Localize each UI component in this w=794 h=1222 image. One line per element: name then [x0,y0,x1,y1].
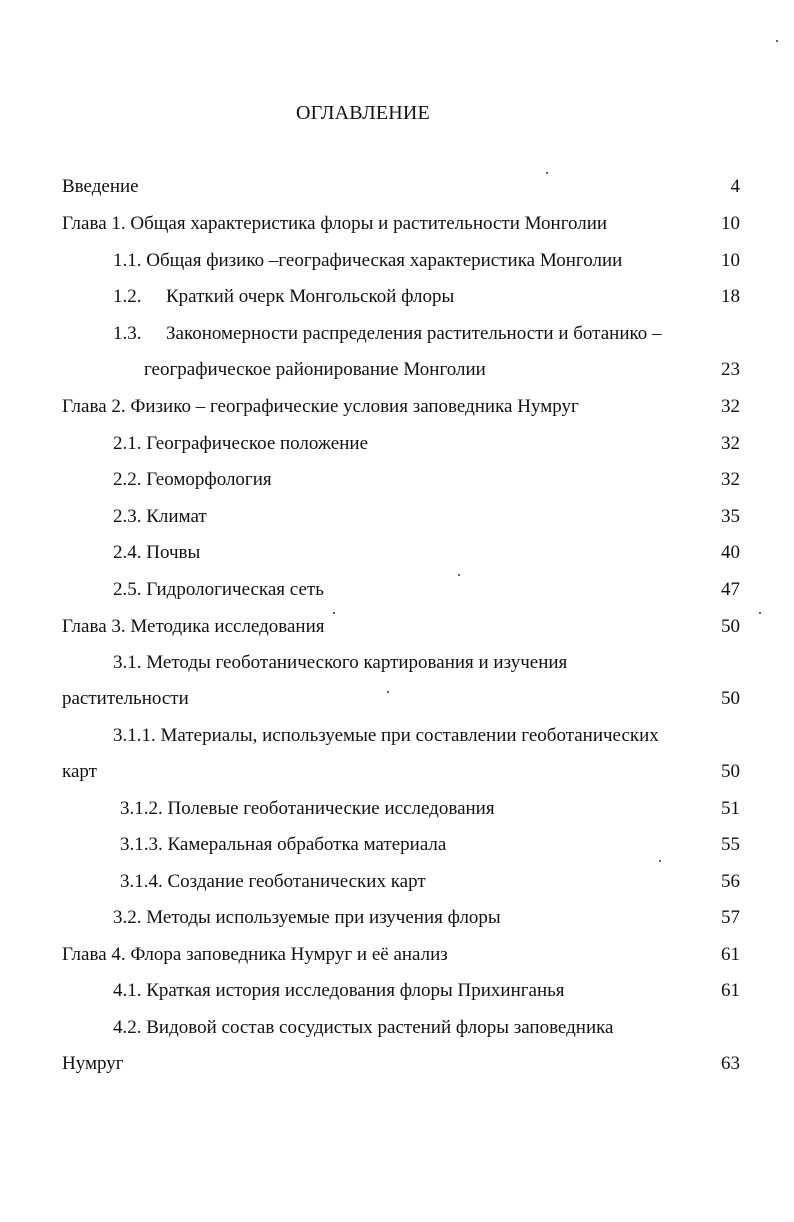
page-title: ОГЛАВЛЕНИЕ [296,102,430,124]
toc-entry-text: географическое районирование Монголии [144,359,486,380]
toc-entry [0,976,794,1006]
toc-entry-text: 1.1. Общая физико –географическая характеристика Монголии [113,250,623,271]
toc-entry [0,1049,794,1079]
toc-entry-page: 63 [721,1053,740,1074]
toc-entry-number: 1.2. [113,286,142,307]
toc-entry [0,246,794,276]
toc-entry-page: 32 [721,396,740,417]
toc-entry-page: 50 [721,761,740,782]
toc-entry [0,465,794,495]
toc-entry [0,794,794,824]
toc-entry-page: 40 [721,542,740,563]
toc-entry-page: 32 [721,433,740,454]
toc-entry-page: 47 [721,579,740,600]
scan-speck [333,612,335,614]
toc-entry-text: Нумруг [62,1053,124,1074]
toc-entry [0,1013,794,1043]
toc-entry-text: Закономерности распределения растительности и ботанико – [166,323,662,344]
toc-entry-text: 3.1.4. Создание геоботанических карт [120,871,426,892]
toc-entry-text: 2.3. Климат [113,506,207,527]
toc-entry [0,903,794,933]
scan-speck [759,612,761,614]
scan-speck [776,40,778,42]
toc-entry-text: Краткий очерк Монгольской флоры [166,286,455,307]
toc-entry-page: 51 [721,798,740,819]
toc-entry-page: 57 [721,907,740,928]
scan-speck [659,860,661,862]
toc-entry [0,502,794,532]
toc-entry-text: Глава 1. Общая характеристика флоры и растительности Монголии [62,213,608,234]
toc-entry-text: 2.4. Почвы [113,542,201,563]
toc-entry [0,757,794,787]
toc-entry [0,392,794,422]
toc-entry-text: Глава 4. Флора заповедника Нумруг и её анализ [62,944,448,965]
toc-entry-page: 56 [721,871,740,892]
toc-entry [0,830,794,860]
toc-entry-page: 61 [721,944,740,965]
toc-entry-page: 55 [721,834,740,855]
toc-entry [0,648,794,678]
toc-entry-number: 1.3. [113,323,142,344]
toc-entry [0,684,794,714]
toc-entry-page: 23 [721,359,740,380]
toc-entry-text: растительности [62,688,189,709]
toc-entry [0,940,794,970]
scan-speck [387,691,389,693]
toc-entry-page: 4 [730,176,740,197]
toc-entry-text: 4.1. Краткая история исследования флоры Прихинганья [113,980,565,1001]
toc-entry-text: Глава 2. Физико – географические условия заповедника Нумруг [62,396,579,417]
toc-entry-page: 32 [721,469,740,490]
toc-entry-page: 61 [721,980,740,1001]
toc-entry-text: 2.5. Гидрологическая сеть [113,579,324,600]
toc-entry [0,172,794,202]
toc-entry-text: 2.2. Геоморфология [113,469,272,490]
toc-entry [0,867,794,897]
toc-entry [0,612,794,642]
toc-entry [0,282,794,312]
scan-speck [546,172,548,174]
toc-entry-text: 2.1. Географическое положение [113,433,369,454]
toc-entry-text: 3.1.3. Камеральная обработка материала [120,834,447,855]
toc-entry [0,209,794,239]
toc-entry-text: Введение [62,176,139,197]
toc-entry-text: Глава 3. Методика исследования [62,616,325,637]
toc-entry-text: 3.1. Методы геоботанического картирования и изучения [113,652,568,673]
toc-entry-text: 3.2. Методы используемые при изучения флоры [113,907,501,928]
toc-entry-text: 3.1.1. Материалы, используемые при составлении геоботанических [113,725,659,746]
toc-entry [0,319,794,349]
toc-entry-page: 18 [721,286,740,307]
toc-entry [0,721,794,751]
toc-entry-text: 4.2. Видовой состав сосудистых растений флоры заповедника [113,1017,614,1038]
toc-entry-page: 35 [721,506,740,527]
toc-entry [0,575,794,605]
toc-entry-page: 10 [721,213,740,234]
toc-entry [0,355,794,385]
scan-speck [458,574,460,576]
toc-entry-page: 50 [721,688,740,709]
toc-entry [0,538,794,568]
toc-entry [0,429,794,459]
toc-entry-page: 10 [721,250,740,271]
toc-entry-page: 50 [721,616,740,637]
toc-entry-text: карт [62,761,97,782]
toc-entry-text: 3.1.2. Полевые геоботанические исследования [120,798,495,819]
